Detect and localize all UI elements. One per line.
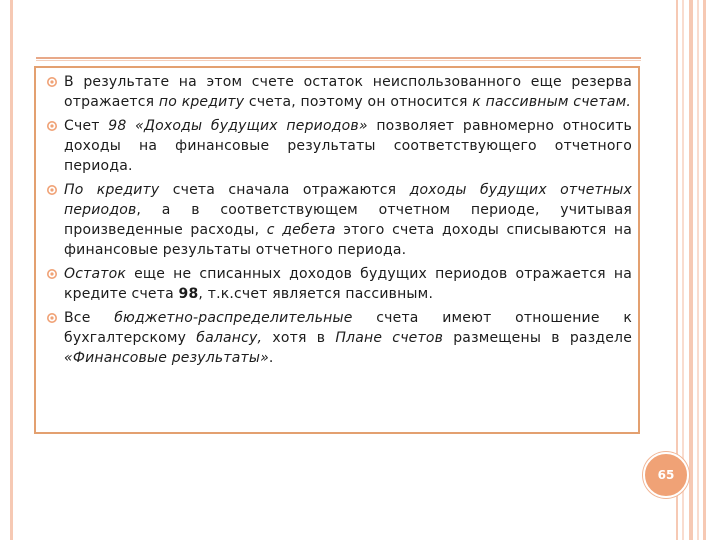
bullet-text-run: . xyxy=(268,350,274,366)
bullet-text-run: счета сначала отражаются xyxy=(159,182,410,198)
bullet-text-run: Плане счетов xyxy=(335,330,444,346)
bullet-text-run: балансу, xyxy=(196,330,263,346)
bullet-text-run: Все xyxy=(64,310,115,326)
bullet-text-run: доходы будущих отчетных периодов xyxy=(64,182,632,218)
bullet-item xyxy=(46,264,632,304)
bullet-icon xyxy=(46,268,58,280)
bullet-list xyxy=(46,72,632,368)
bullet-item xyxy=(46,116,632,176)
frame-left-stripe xyxy=(10,0,13,540)
bullet-icon xyxy=(46,312,58,324)
bullet-text-run: «Финансовые результаты» xyxy=(64,350,269,366)
bullet-text-run: бюджетно-распределительные xyxy=(114,310,353,326)
bullet-item xyxy=(46,180,632,260)
content-box xyxy=(34,66,640,434)
bullet-text-run: еще не списанных доходов будущих периодов отражается на кредите счета xyxy=(64,266,632,302)
bullet-text-run: По кредиту xyxy=(64,182,160,198)
page-number-badge xyxy=(643,452,689,498)
bullet-item xyxy=(46,72,632,112)
bullet-icon xyxy=(46,120,58,132)
bullet-text-run: Остаток xyxy=(64,266,127,282)
bullet-text-run: хотя в xyxy=(262,330,336,346)
bullet-text-run: счета, поэтому он относится xyxy=(244,94,473,110)
bullet-item xyxy=(46,308,632,368)
bullet-text-run: Счет xyxy=(64,118,109,134)
page-number: 65 xyxy=(657,468,675,482)
bullet-text-run: В результате на этом счете остаток неиспользованного еще резерва отражается xyxy=(64,74,632,110)
bullet-text-run: 98 «Доходы будущих периодов» xyxy=(108,118,368,134)
bullet-text-run: к пассивным счетам. xyxy=(472,94,632,110)
bullet-icon xyxy=(46,184,58,196)
title-divider xyxy=(36,57,641,59)
bullet-text-run: , а в соответствующем отчетном периоде, учитывая произведенные расходы, xyxy=(64,202,632,238)
bullet-icon xyxy=(46,76,58,88)
bullet-text-run: , т.к.счет является пассивным. xyxy=(198,286,434,302)
bullet-text-run: 98 xyxy=(178,286,199,302)
bullet-text-run: счета имеют отношение к бухгалтерскому xyxy=(64,310,632,346)
bullet-text-run: размещены в разделе xyxy=(443,330,633,346)
bullet-text-run: этого счета доходы списываются на финансовые результаты отчетного периода. xyxy=(64,222,632,258)
bullet-text-run: с дебета xyxy=(266,222,336,238)
title-divider-thin xyxy=(36,60,641,61)
bullet-text-run: по кредиту xyxy=(158,94,245,110)
bullet-text-run: позволяет равномерно относить доходы на финансовые результаты соответствующего отчетного периода. xyxy=(64,118,632,174)
